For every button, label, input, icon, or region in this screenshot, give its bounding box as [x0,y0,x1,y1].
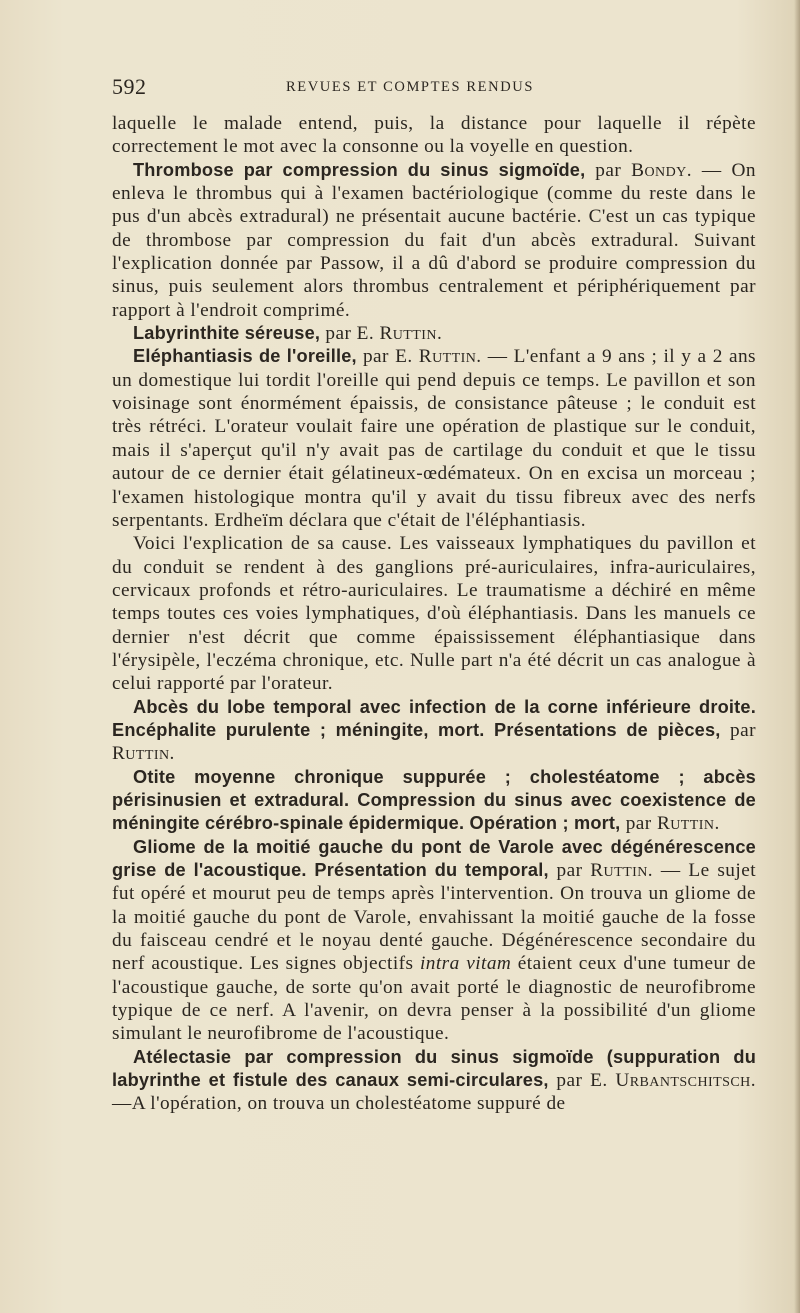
author-prefix: par [620,813,657,835]
author-prefix: par [585,159,632,181]
author-prefix: par E. [320,323,380,345]
paragraph-elephantiasis [112,345,756,532]
paragraph-otite [112,766,756,836]
italic-term: intra vitam [419,953,512,975]
author-prefix: par E. [356,346,419,368]
page-header [112,74,752,104]
author-prefix: par E. [548,1070,616,1092]
author-name: Ruttin. [418,346,482,368]
body-text [112,112,756,1116]
paragraph-text: —A l'opération, on trouva un cholestéatome suppuré de [112,1093,566,1115]
paragraph-text: laquelle le malade entend, puis, la distance pour laquelle il répète correctement le mot avec la consonne ou la voyelle en question. [112,113,756,158]
page-number: 592 [112,74,147,99]
author-name: Ruttin. [379,323,443,345]
paragraph-abces [112,696,756,766]
author-name: Urbantschitsch. [615,1070,756,1092]
author-name: Ruttin. [656,813,720,835]
section-heading: Labyrinthite séreuse, [133,323,321,344]
paragraph-text: — Le sujet fut opéré et mourut peu de temps après l'intervention. On trouva un gliome de la moitié gauche du pont de Varole, envahissant la moitié gauche de la fosse du faisceau cendré et le noyau denté gauche. Dégénérescence secondaire du nerf acoustique. Les signes objectifs [112,860,757,975]
author-prefix: par [720,719,756,741]
paragraph-gliome [112,836,756,1046]
paragraph-text: Voici l'explication de sa cause. Les vaisseaux lymphatiques du pavillon et du conduit se rendent à des ganglions pré-auriculaires, infra-auriculaires, cervicaux profonds et rétro-auriculaires. Le traumatisme a déchiré en même temps toutes ces voies lymphatiques, d'où éléphantiasis. Dans les manuels ce dernier n'est décrit que comme épaississement éléphantiasique dans l'érysipèle, l'eczéma chronique, etc. Nulle part n'a été décrit un cas analogue à celui rapporté par l'orateur. [112,533,756,695]
paragraph-explication [112,532,756,695]
author-name: Ruttin. [590,860,654,881]
section-heading: Otite moyenne chronique suppurée ; cholestéatome ; abcès périsinusien et extradural. Compression du sinus avec coexistence de méningite cérébro-spinale épidermique. Opération ; mort, [112,766,756,834]
paragraph-text: — On enleva le thrombus qui à l'examen bactériologique (comme du reste dans le pus d'un abcès extradural) ne présentait aucune bactérie. C'est un cas typique de thrombose par compression du fait d'un abcès extradural. Suivant l'explication donnée par Passow, il a dû d'abord se produire compression du sinus, puis seulement alors thrombus centralement et périphériquement par rapport à l'endroit comprimé. [112,159,756,321]
paragraph-labyrinthite [112,322,756,345]
author-name: Ruttin. [112,743,175,765]
section-heading: Abcès du lobe temporal avec infection de la corne inférieure droite. Encéphalite purulente ; méningite, mort. Présentations de pièces, [112,696,756,740]
paragraph-atelectasie [112,1046,756,1116]
section-heading: Thrombose par compression du sinus sigmoïde, [133,159,586,180]
paragraph-continuation [112,112,756,159]
section-heading: Atélectasie par compression du sinus sigmoïde (suppuration du labyrinthe et fistule des canaux semi-circulares, [112,1046,756,1091]
section-heading: Gliome de la moitié gauche du pont de Varole avec dégénérescence grise de l'acoustique. Présentation du temporal, [112,836,756,880]
paragraph-text-continued: étaient ceux d'une tumeur de l'acoustique gauche, de sorte qu'on avait porté le diagnostic de neurofibrome typique de ce nerf. A l'avenir, on devra penser à la possibilité d'un gliome simulant le neurofibrome de l'acoustique. [112,953,756,1045]
running-title: REVUES ET COMPTES RENDUS [286,79,535,95]
author-name: Bondy. [631,159,692,181]
author-prefix: par [548,860,591,881]
section-heading: Eléphantiasis de l'oreille, [133,346,357,367]
paragraph-thrombose [112,159,756,322]
paragraph-text: — L'enfant a 9 ans ; il y a 2 ans un domestique lui tordit l'oreille qui pend depuis ce temps. Le pavillon et son voisinage sont énormément épaissis, de consistance pâteuse ; le conduit est très rétréci. L'orateur voulait faire une opération de plastique sur le conduit, mais il s'aperçut qu'il n'y avait pas de cartilage du conduit et que le tissu autour de ce dernier était gélatineux-œdémateux. On en excisa un morceau ; l'examen histologique montra qu'il y avait du tissu fibreux avec des nerfs serpentants. Erdheïm déclara que c'était de l'éléphantiasis. [112,346,756,531]
